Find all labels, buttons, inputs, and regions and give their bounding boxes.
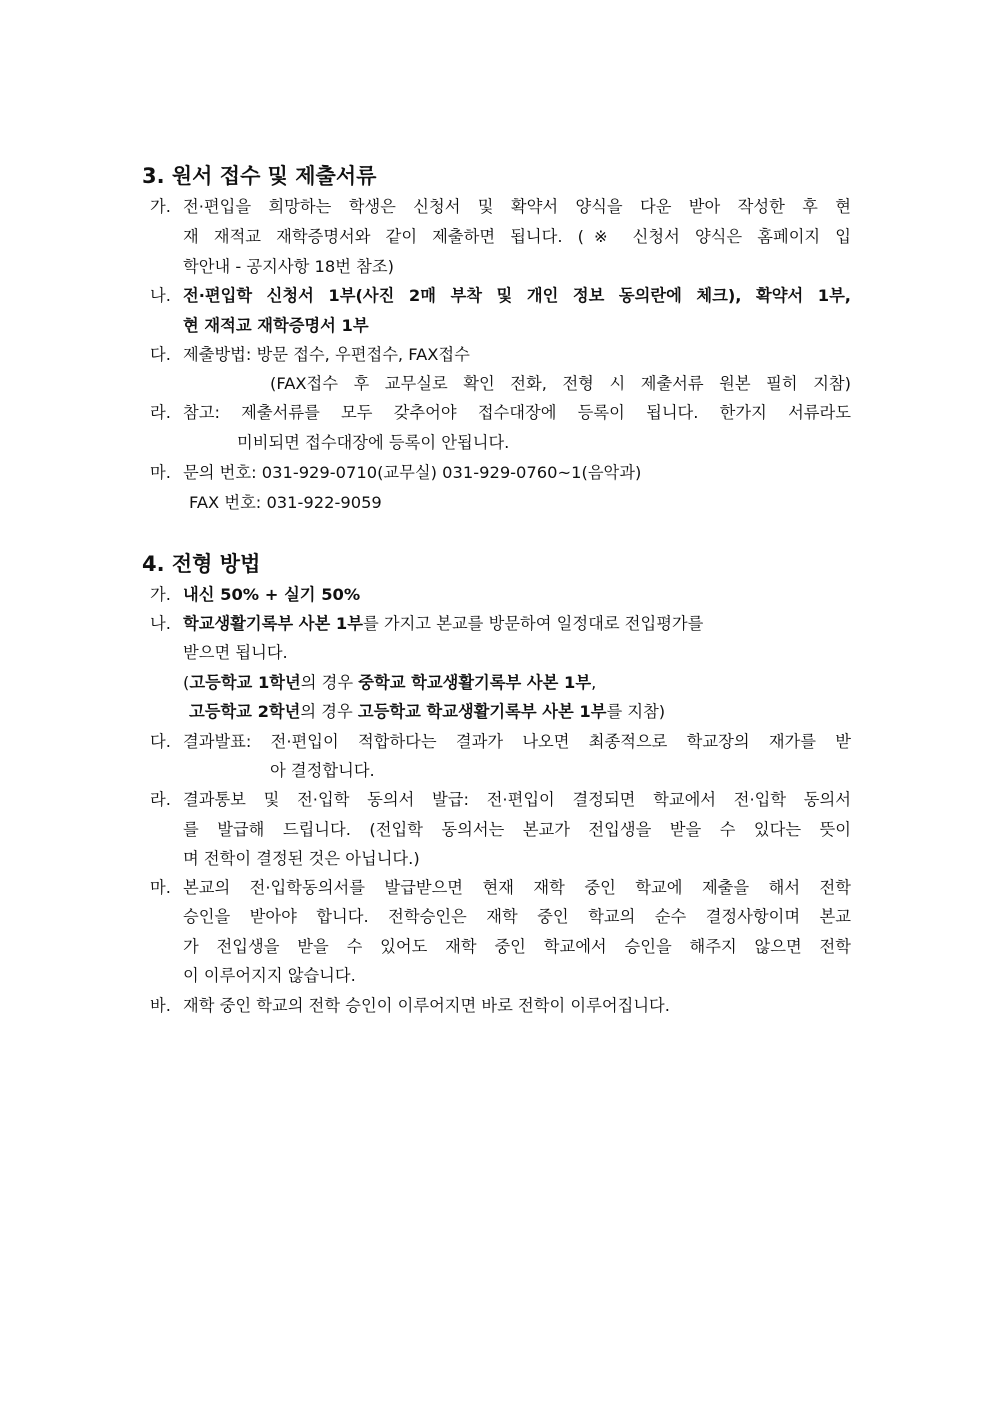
- item-marker: 가.: [150, 585, 171, 604]
- section-4-item-na-line-4: [189, 701, 665, 723]
- section-4-item-na-line-3: [183, 672, 596, 694]
- section-4-title: 4. 전형 방법: [142, 552, 261, 576]
- section-3-item-ma-line-2: FAX 번호: 031-922-9059: [189, 493, 382, 512]
- section-3-item-na-line-2: 현 재적교 재학증명서 1부: [183, 316, 369, 335]
- section-4-item-ma-line-3: 가 전입생을 받을 수 있어도 재학 중인 학교에서 승인을 해주지 않으면 전학: [183, 937, 851, 956]
- section-4-item-ra-line-1: 결과통보 및 전·입학 동의서 발급: 전·편입이 결정되면 학교에서 전·입학 동의서: [183, 790, 851, 809]
- text: 의 경우: [300, 673, 359, 692]
- section-4-item-na-line-2: 받으면 됩니다.: [183, 643, 288, 662]
- item-marker: 나.: [150, 614, 171, 633]
- section-4-item-ra-line-2: 를 발급해 드립니다. (전입학 동의서는 본교가 전입생을 받을 수 있다는 뜻이: [183, 820, 851, 839]
- section-4-item-ra-line-3: 며 전학이 결정된 것은 아닙니다.): [183, 849, 420, 868]
- section-3-item-ga-line-3: 학안내 - 공지사항 18번 참조): [183, 257, 394, 276]
- item-marker: 가.: [150, 197, 171, 216]
- section-4-item-da-line-1: 결과발표: 전·편입이 적합하다는 결과가 나오면 최종적으로 학교장의 재가를 받: [183, 732, 851, 751]
- item-marker: 라.: [150, 403, 171, 422]
- section-3-item-ma-line-1: 문의 번호: 031-929-0710(교무실) 031-929-0760~1(음악과): [183, 463, 642, 482]
- item-marker: 나.: [150, 286, 171, 305]
- section-4-item-ga-line-1: 내신 50% + 실기 50%: [183, 585, 361, 604]
- section-3-item-ga-line-1: 전·편입을 희망하는 학생은 신청서 및 확약서 양식을 다운 받아 작성한 후 현: [183, 197, 851, 216]
- text: ,: [591, 673, 597, 692]
- section-3-item-ga-line-2: 재 재적교 재학증명서와 같이 제출하면 됩니다. (※ 신청서 양식은 홈페이지 입: [183, 227, 851, 246]
- section-4-item-ba-line-1: 재학 중인 학교의 전학 승인이 이루어지면 바로 전학이 이루어집니다.: [183, 996, 670, 1015]
- section-3-item-ra-line-1: 참고: 제출서류를 모두 갖추어야 접수대장에 등록이 됩니다. 한가지 서류라도: [183, 403, 851, 422]
- section-4-item-na-line-1: [183, 613, 703, 635]
- item-marker: 마.: [150, 463, 171, 482]
- text: (: [183, 673, 190, 692]
- bold-text: 학교생활기록부 사본 1부: [183, 614, 363, 633]
- section-4-item-ma-line-1: 본교의 전·입학동의서를 발급받으면 현재 재학 중인 학교에 제출을 해서 전학: [183, 878, 851, 897]
- section-3-item-da-line-1: 제출방법: 방문 접수, 우편접수, FAX접수: [183, 345, 470, 364]
- item-marker: 바.: [150, 996, 171, 1015]
- section-4-item-da-line-2: 아 결정합니다.: [270, 761, 375, 780]
- text: 를 지참): [606, 702, 666, 721]
- text: 를 가지고 본교를 방문하여 일정대로 전입평가를: [362, 614, 704, 633]
- item-marker: 다.: [150, 345, 171, 364]
- item-marker: 라.: [150, 790, 171, 809]
- item-marker: 다.: [150, 732, 171, 751]
- section-3-title: 3. 원서 접수 및 제출서류: [142, 164, 377, 188]
- bold-text: 고등학교 1학년: [189, 673, 301, 692]
- text: 의 경우: [300, 702, 358, 721]
- section-4-item-ma-line-2: 승인을 받아야 합니다. 전학승인은 재학 중인 학교의 순수 결정사항이며 본교: [183, 907, 851, 926]
- section-3-item-ra-line-2: 미비되면 접수대장에 등록이 안됩니다.: [237, 433, 510, 452]
- bold-text: 고등학교 2학년: [189, 702, 301, 721]
- item-marker: 마.: [150, 878, 171, 897]
- section-3-item-da-line-2: (FAX접수 후 교무실로 확인 전화, 전형 시 제출서류 원본 필히 지참): [270, 374, 851, 393]
- section-4-item-ma-line-4: 이 이루어지지 않습니다.: [183, 966, 356, 985]
- bold-text: 중학교 학교생활기록부 사본 1부: [358, 673, 592, 692]
- bold-text: 고등학교 학교생활기록부 사본 1부: [357, 702, 607, 721]
- section-3-item-na-line-1: 전·편입학 신청서 1부(사진 2매 부착 및 개인 정보 동의란에 체크), 확약서 1부,: [183, 286, 851, 305]
